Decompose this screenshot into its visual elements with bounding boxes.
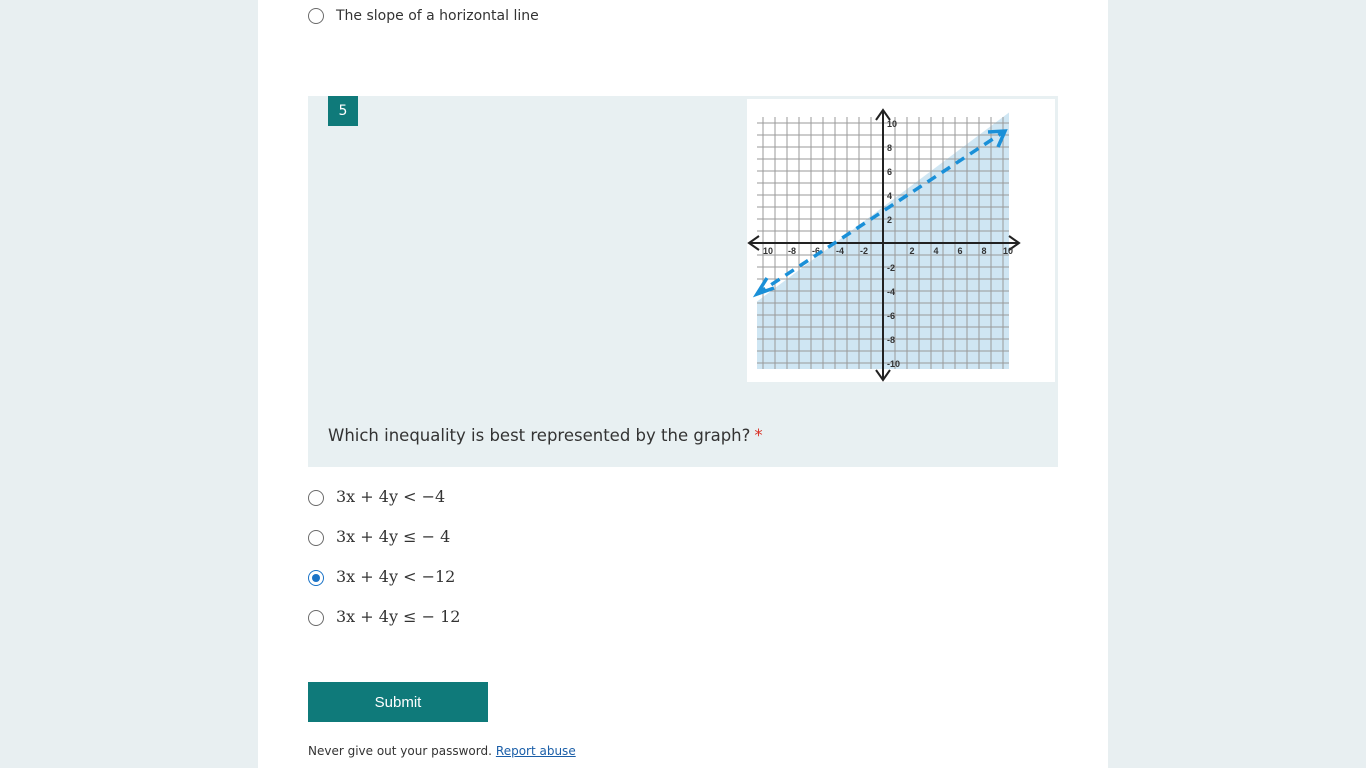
footer <box>308 743 576 759</box>
password-warning: Never give out your password. <box>308 744 492 758</box>
x-tick-label: 8 <box>981 246 987 256</box>
radio-button-selected[interactable] <box>308 570 324 586</box>
radio-button[interactable] <box>308 530 324 546</box>
radio-button[interactable] <box>308 610 324 626</box>
y-tick-label: 10 <box>887 119 898 129</box>
y-tick-label: -6 <box>887 311 896 321</box>
option-label: 3x + 4y ≤ − 12 <box>336 607 461 626</box>
x-tick-label: 10 <box>1002 246 1014 256</box>
x-tick-label: -6 <box>811 246 821 256</box>
y-tick-label: -2 <box>887 263 896 273</box>
option-label: The slope of a horizontal line <box>336 8 539 24</box>
option-label: 3x + 4y < −12 <box>336 567 456 586</box>
submit-button[interactable]: Submit <box>308 682 488 722</box>
radio-button[interactable] <box>308 490 324 506</box>
y-tick-label: 8 <box>887 143 893 153</box>
y-tick-label: -10 <box>887 359 901 369</box>
x-tick-label: -8 <box>787 246 797 256</box>
y-tick-label: 6 <box>887 167 893 177</box>
y-tick-label: -8 <box>887 335 896 345</box>
x-tick-label: 4 <box>933 246 939 256</box>
option-label: 3x + 4y ≤ − 4 <box>336 527 451 546</box>
coordinate-graph <box>747 99 1055 382</box>
question-graph-image <box>747 99 1055 382</box>
y-tick-label: 2 <box>887 215 893 225</box>
report-abuse-link[interactable]: Report abuse <box>495 744 576 758</box>
option-label: 3x + 4y < −4 <box>336 487 446 506</box>
radio-button[interactable] <box>308 8 324 24</box>
required-asterisk: * <box>754 426 763 445</box>
question-text <box>328 425 763 447</box>
question-card <box>308 96 1058 467</box>
x-tick-label: 2 <box>909 246 915 256</box>
x-tick-label: -2 <box>859 246 869 256</box>
question-prompt: Which inequality is best represented by the graph? <box>328 426 751 445</box>
x-tick-label: 10 <box>762 246 774 256</box>
x-tick-label: 6 <box>957 246 963 256</box>
y-tick-label: 4 <box>887 191 893 201</box>
x-tick-label: -4 <box>835 246 845 256</box>
y-tick-label: -4 <box>887 287 896 297</box>
form-page <box>258 0 1108 768</box>
question-number-badge: 5 <box>328 96 358 126</box>
